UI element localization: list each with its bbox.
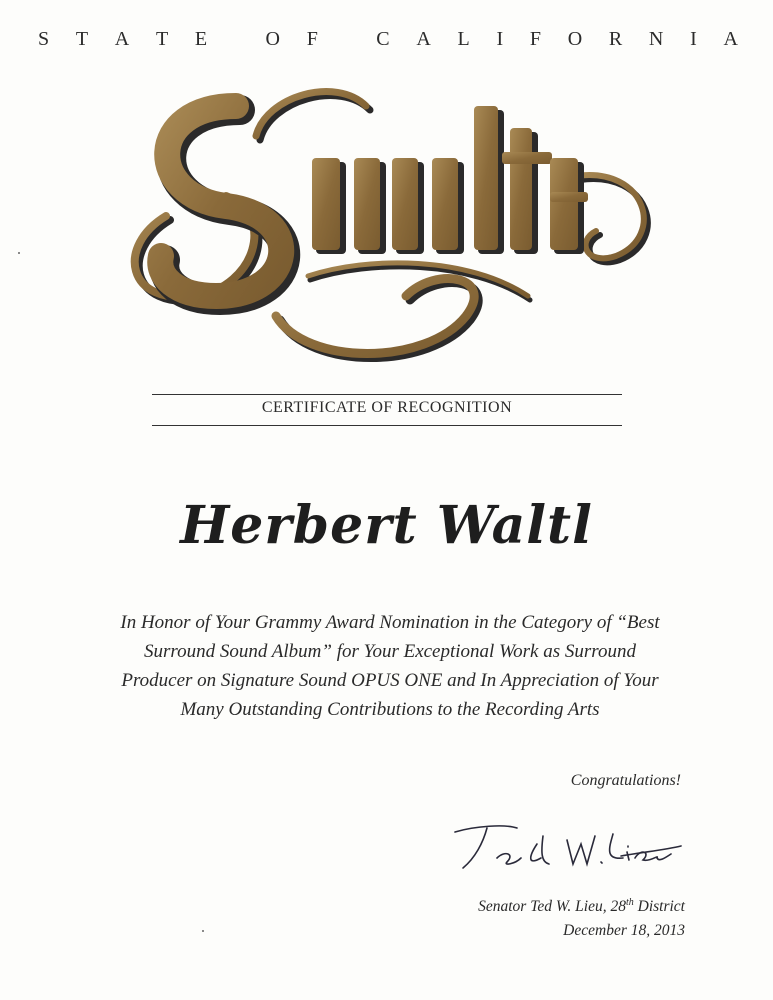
state-letter [345, 28, 350, 51]
paper-speck [18, 252, 20, 254]
state-letter: T [75, 28, 89, 50]
paper-speck [202, 930, 204, 932]
state-letter: S [38, 28, 50, 50]
state-letter: L [457, 28, 470, 50]
title-top-rule [152, 394, 622, 395]
state-letter: F [306, 28, 318, 50]
state-letter: T [155, 28, 169, 50]
state-letter: I [496, 28, 504, 50]
honor-line: Producer on Signature Sound OPUS ONE and In Appreciation of Your [121, 670, 659, 691]
honor-text [95, 608, 685, 724]
title-bottom-rule [152, 425, 622, 426]
state-letter: N [648, 28, 664, 50]
honor-line: Surround Sound Album” for Your Exceptional Work as Surround [144, 641, 636, 662]
closing-text: Congratulations! [570, 772, 681, 789]
state-letter: C [376, 28, 390, 50]
state-letter: A [114, 28, 130, 50]
honor-line: In Honor of Your Grammy Award Nomination in the Category of “Best [120, 612, 660, 633]
state-letter: I [690, 28, 697, 50]
senate-seal-logo [110, 70, 670, 390]
signer-title: Senator Ted W. Lieu, 28th District [478, 897, 685, 916]
state-letter: O [265, 28, 280, 50]
state-letter [234, 28, 239, 51]
handwritten-signature [445, 818, 685, 880]
recipient-name: Herbert Waltl [180, 495, 593, 556]
state-letter: O [567, 28, 583, 50]
state-letter: R [608, 28, 623, 50]
state-letter: A [416, 28, 431, 50]
certificate-date: December 18, 2013 [563, 922, 685, 939]
certificate-title: CERTIFICATE OF RECOGNITION [261, 399, 513, 416]
state-letter: F [529, 28, 541, 50]
state-letter: A [723, 28, 738, 50]
state-letter: E [194, 28, 208, 50]
honor-line: Many Outstanding Contributions to the Recording Arts [180, 699, 600, 720]
state-of-california-header [38, 28, 738, 51]
